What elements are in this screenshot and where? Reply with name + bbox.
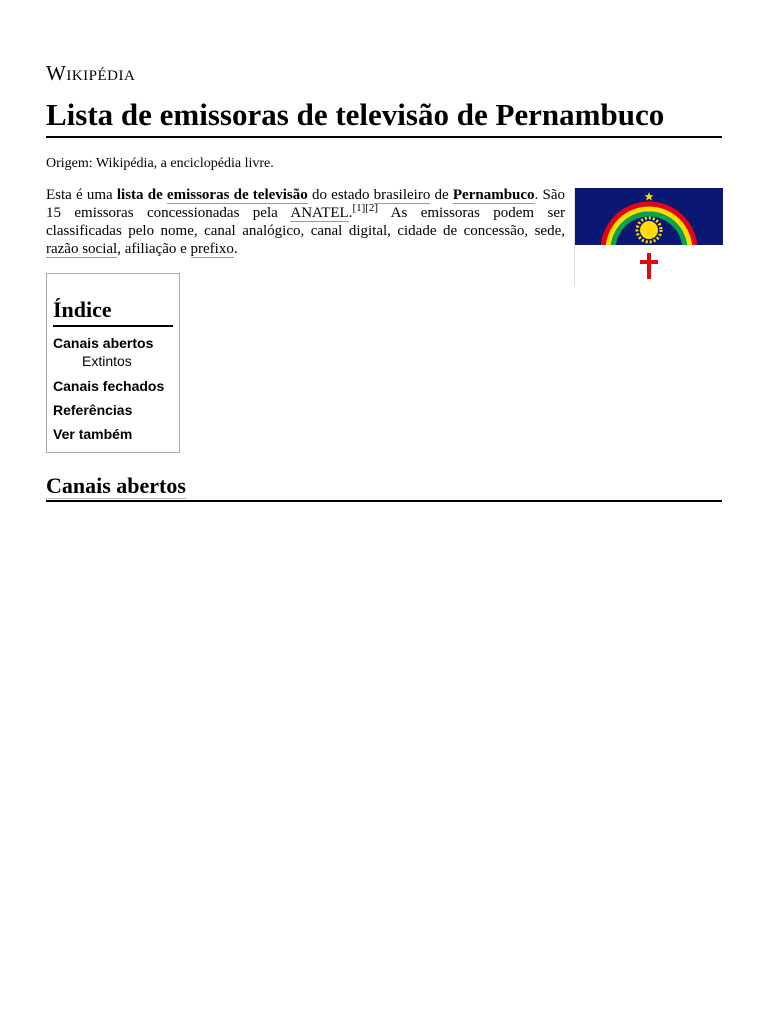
link-anatel[interactable]: ANATEL bbox=[290, 205, 349, 221]
section-heading-canais-abertos bbox=[46, 472, 722, 502]
intro-text: , afiliação e bbox=[117, 241, 191, 257]
intro-text: . São 15 emissoras concessionadas pela bbox=[46, 187, 565, 221]
page-title: Lista de emissoras de televisão de Pernambuco bbox=[46, 96, 722, 138]
origin-note: Origem: Wikipédia, a enciclopédia livre. bbox=[46, 156, 274, 171]
intro-text: de bbox=[430, 187, 453, 203]
link-prefixo[interactable]: prefixo bbox=[190, 241, 234, 257]
intro-paragraph bbox=[46, 186, 565, 258]
intro-text: . bbox=[233, 241, 238, 257]
link-brasileiro[interactable]: brasileiro bbox=[373, 187, 431, 203]
link-emissoras-de-televisao[interactable]: emissoras de televisão bbox=[166, 187, 308, 203]
toc-title: Índice bbox=[53, 296, 173, 327]
intro-bold-text: lista de bbox=[116, 187, 167, 203]
link-pernambuco[interactable]: Pernambuco bbox=[452, 187, 535, 203]
link-razao-social[interactable]: razão social bbox=[46, 241, 118, 257]
reference-2[interactable]: [2] bbox=[365, 202, 379, 214]
pernambuco-flag-image[interactable] bbox=[574, 188, 723, 286]
table-of-contents bbox=[46, 273, 180, 453]
toc-item-extintos[interactable]: Extintos bbox=[82, 353, 132, 369]
section-heading-text: Canais abertos bbox=[46, 473, 186, 498]
flag-svg bbox=[575, 188, 723, 286]
wikipedia-wordmark[interactable]: Wikipédia bbox=[46, 61, 136, 85]
intro-text: Esta é uma bbox=[46, 187, 117, 203]
reference-1[interactable]: [1] bbox=[352, 202, 366, 214]
intro-text: As emissoras podem ser classificadas pelo nome, canal analógico, canal digital, cidade de concessão, sede, bbox=[46, 205, 565, 239]
toc-item-referencias[interactable]: Referências bbox=[53, 402, 133, 418]
intro-text: . bbox=[348, 205, 353, 221]
intro-text: do estado bbox=[307, 187, 374, 203]
toc-item-canais-fechados[interactable]: Canais fechados bbox=[53, 378, 165, 394]
toc-item-canais-abertos[interactable]: Canais abertos bbox=[53, 335, 154, 351]
toc-item-ver-tambem[interactable]: Ver também bbox=[53, 426, 133, 442]
